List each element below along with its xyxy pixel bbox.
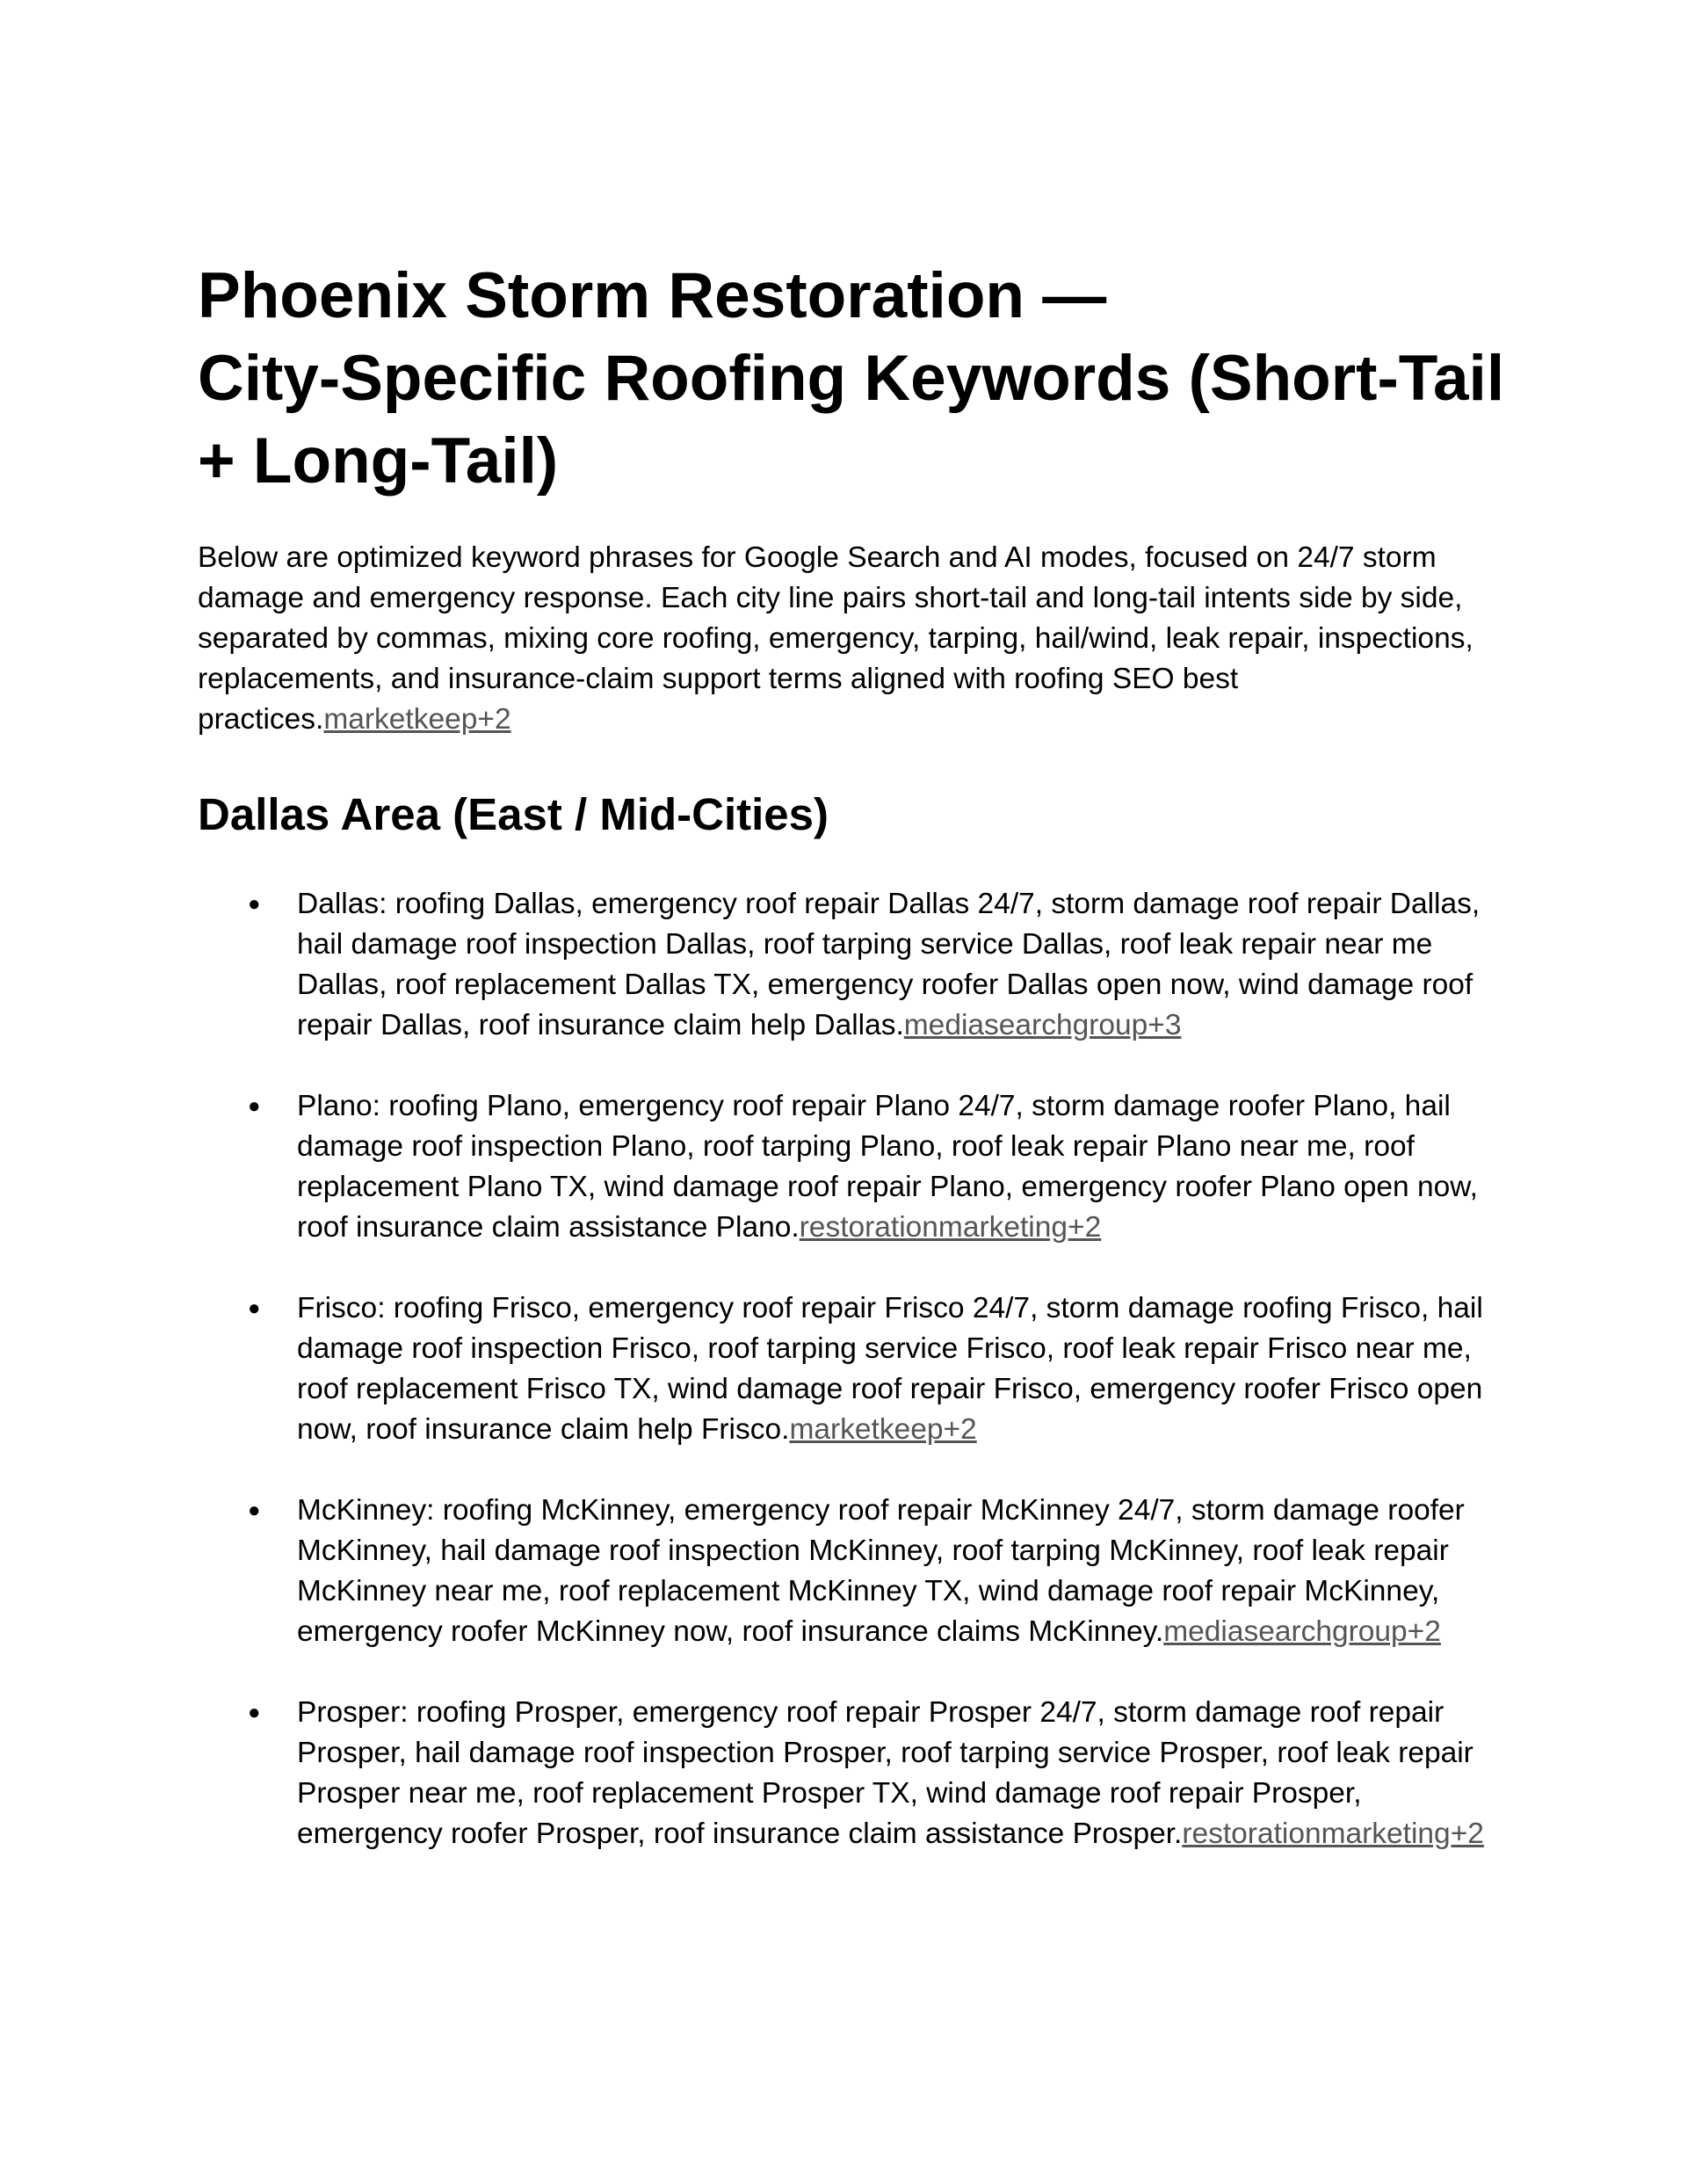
title-line-1: Phoenix Storm Restoration — (198, 260, 1107, 331)
bullet-icon: ● (248, 1498, 261, 1522)
section-heading: Dallas Area (East / Mid-Cities) (198, 789, 829, 839)
list-item-plano (198, 1086, 1494, 1248)
list-item-text: Frisco: roofing Frisco, emergency roof repair Frisco 24/7, storm damage roofing Frisco, hail damage roof inspection Frisco, roof tarping service Frisco, roof leak repair Frisco near me, roof replacement Frisco TX, wind damage roof repair Frisco, emergency roofer Frisco open now, roof insurance claim help Frisco. (297, 1292, 1483, 1446)
list-item-dallas (198, 884, 1494, 1046)
title-line-2: City-Specific Roofing Keywords (Short‑Tail (198, 343, 1505, 414)
city-keyword-list (198, 884, 1494, 1854)
source-link[interactable]: marketkeep+2 (789, 1413, 977, 1446)
intro-text: Below are optimized keyword phrases for Google Search and AI modes, focused on 24/7 storm damage and emergency response. Each city line pairs short-tail and long-tail intents side by side, separated by commas, mixing core roofing, emergency, tarping, hail/wind, leak repair, inspections, replacements, and insurance-claim support terms aligned with roofing SEO best practices. (198, 541, 1473, 736)
list-item-text: Dallas: roofing Dallas, emergency roof repair Dallas 24/7, storm damage roof repair Dallas, hail damage roof inspection Dallas, roof tarping service Dallas, roof leak repair near me Dallas, roof replacement Dallas TX, emergency roofer Dallas open now, wind damage roof repair Dallas, roof insurance claim help Dallas. (297, 888, 1481, 1041)
intro-source-link[interactable]: marketkeep+2 (323, 703, 511, 736)
document-page (198, 255, 1505, 1895)
page-title (198, 255, 1505, 503)
list-item-frisco (198, 1288, 1494, 1450)
list-item-text: McKinney: roofing McKinney, emergency roof repair McKinney 24/7, storm damage roofer McKinney, hail damage roof inspection McKinney, roof tarping McKinney, roof leak repair McKinney near me, roof replacement McKinney TX, wind damage roof repair McKinney, emergency roofer McKinney now, roof insurance claims McKinney. (297, 1494, 1465, 1648)
intro-paragraph (198, 538, 1494, 740)
bullet-icon: ● (248, 1701, 261, 1724)
source-link[interactable]: restorationmarketing+2 (799, 1211, 1102, 1244)
list-item-text: Prosper: roofing Prosper, emergency roof repair Prosper 24/7, storm damage roof repair Prosper, hail damage roof inspection Prosper, roof tarping service Prosper, roof leak repair Prosper near me, roof replacement Prosper TX, wind damage roof repair Prosper, emergency roofer Prosper, roof insurance claim assistance Prosper. (297, 1696, 1473, 1850)
list-item-mckinney (198, 1491, 1494, 1652)
bullet-icon: ● (248, 892, 261, 916)
bullet-icon: ● (248, 1296, 261, 1320)
title-line-3: + Long‑Tail) (198, 425, 559, 497)
source-link[interactable]: mediasearchgroup+2 (1163, 1615, 1441, 1648)
bullet-icon: ● (248, 1094, 261, 1118)
source-link[interactable]: restorationmarketing+2 (1182, 1818, 1484, 1850)
list-item-text: Plano: roofing Plano, emergency roof repair Plano 24/7, storm damage roofer Plano, hail damage roof inspection Plano, roof tarping Plano, roof leak repair Plano near me, roof replacement Plano TX, wind damage roof repair Plano, emergency roofer Plano open now, roof insurance claim assistance Plano. (297, 1090, 1478, 1244)
source-link[interactable]: mediasearchgroup+3 (903, 1009, 1182, 1041)
list-item-prosper (198, 1693, 1494, 1854)
